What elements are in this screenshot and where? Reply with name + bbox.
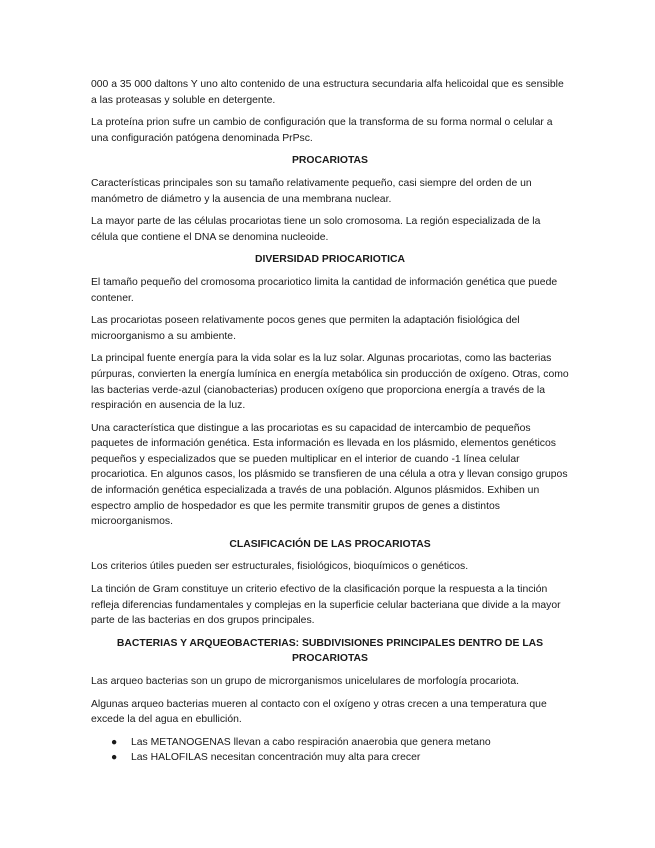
paragraph: La principal fuente energía para la vida solar es la luz solar. Algunas procariotas, como las bacterias púrpuras, convierten la energía lumínica en energía metabólica sin producción de oxígeno. Otras, como las bacterias verde-azul (cianobacterias) producen oxígeno que proporciona energía a través de la respiración en ausencia de la luz. bbox=[91, 353, 569, 412]
bullet-text: Las METANOGENAS llevan a cabo respiración anaerobia que genera metano bbox=[131, 736, 491, 748]
paragraph: Los criterios útiles pueden ser estructurales, fisiológicos, bioquímicos o genéticos. bbox=[91, 561, 469, 573]
bullet-list bbox=[91, 735, 569, 766]
bullet-item bbox=[91, 750, 569, 766]
document-page bbox=[91, 77, 569, 766]
paragraph: La proteína prion sufre un cambio de configuración que la transforma de su forma normal o celular a una configuración patógena denominada PrPsc. bbox=[91, 117, 553, 144]
bullet-text: Las HALOFILAS necesitan concentración muy alta para crecer bbox=[131, 752, 421, 764]
section-heading: CLASIFICACIÓN DE LAS PROCARIOTAS bbox=[229, 538, 431, 550]
paragraph: 000 a 35 000 daltons Y uno alto contenido de una estructura secundaria alfa helicoidal que es sensible a las proteasas y soluble en detergente. bbox=[91, 79, 564, 106]
section-heading: BACTERIAS Y ARQUEOBACTERIAS: SUBDIVISIONES PRINCIPALES DENTRO DE LAS PROCARIOTAS bbox=[116, 637, 544, 665]
paragraph: Algunas arqueo bacterias mueren al contacto con el oxígeno y otras crecen a una temperatura que excede la del agua en ebullición. bbox=[91, 698, 547, 726]
paragraph: El tamaño pequeño del cromosoma procariotico limita la cantidad de información genética que puede contener. bbox=[91, 276, 558, 304]
bullet-icon: ● bbox=[111, 752, 118, 764]
paragraph: Una característica que distingue a las procariotas es su capacidad de intercambio de pequeños paquetes de información genética. Esta información es llevada en los plásmido, elementos genéticos pequeños y especializados que se pueden multiplicar en el interior de cuando -1 línea celular procariotica. En algunos casos, los plásmido se transfieren de una célula a otra y llevan consigo grupos de información genética especializada a través de una población. Algunos plásmidos. Exhiben un espectro amplio de hospedador es que les permite transmitir grupos de genes a distintos microorganismos. bbox=[91, 422, 568, 528]
bullet-item bbox=[91, 735, 569, 751]
paragraph: Las arqueo bacterias son un grupo de microrganismos unicelulares de morfología procariota. bbox=[91, 676, 519, 687]
section-heading: DIVERSIDAD PRIOCARIOTICA bbox=[254, 254, 406, 266]
paragraph: La mayor parte de las células procariotas tiene un solo cromosoma. La región especializada de la célula que contiene el DNA se denomina nucleoide. bbox=[91, 216, 541, 243]
paragraph: Características principales son su tamaño relativamente pequeño, casi siempre del orden de un manómetro de diámetro y la ausencia de una membrana nuclear. bbox=[91, 177, 532, 205]
paragraph: La tinción de Gram constituye un criterio efectivo de la clasificación porque la respuesta a la tinción refleja diferencias fundamentales y complejas en la superficie celular bacteriana que divide a la mayor parte de las bacterias en dos grupos principales. bbox=[91, 584, 561, 627]
section-heading: PROCARIOTAS bbox=[291, 155, 368, 167]
bullet-icon: ● bbox=[111, 736, 118, 748]
paragraph: Las procariotas poseen relativamente pocos genes que permiten la adaptación fisiológica del microorganismo a su ambiente. bbox=[91, 315, 520, 342]
